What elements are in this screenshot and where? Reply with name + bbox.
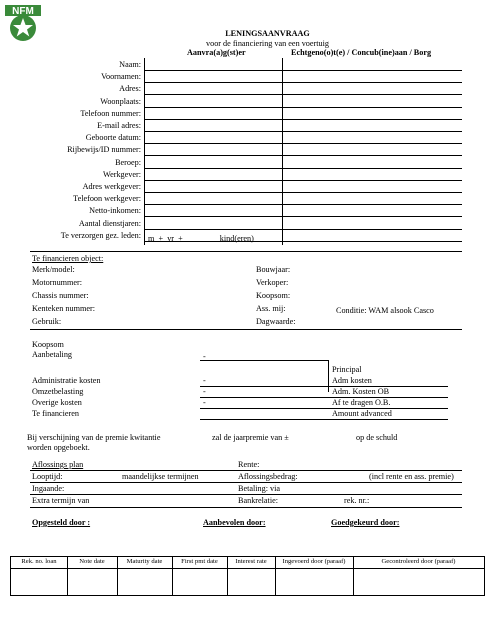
loan-table-header: Gecontroleerd door (paraaf) [381,558,456,565]
repay-rente: Rente: [238,460,260,469]
object-field-label: Verkoper: [256,278,289,287]
field-label: Te verzorgen gez. leden: [60,230,141,240]
note-part3: op de schuld [356,433,398,442]
applicant-input[interactable] [145,58,282,71]
calc-right-label: Af te dragen O.B. [332,398,391,407]
applicant-input[interactable] [145,180,282,193]
partner-input[interactable] [283,119,462,132]
field-label: Telefoon nummer: [80,108,141,118]
partner-input[interactable] [283,204,462,217]
partner-input[interactable] [283,70,462,83]
loan-table-header: Ingevoerd door (paraaf) [282,558,346,565]
object-field-label: Dagwaarde: [256,317,296,326]
applicant-input[interactable] [145,82,282,95]
field-label: Adres: [119,84,141,94]
applicant-input[interactable] [145,168,282,181]
calc-sign: - [203,398,206,407]
applicant-input[interactable] [145,70,282,83]
calc-right-rule [328,419,448,420]
column-partner-heading: Echtgeno(o)t(e) / Concub(ine)aan / Borg [291,48,432,57]
partner-input[interactable] [283,95,462,108]
object-bottom-rule [30,329,462,330]
repay-bankrelatie: Bankrelatie: [238,496,279,505]
loan-table [10,556,485,596]
calc-row-rule [200,408,328,409]
dependents-row [148,234,254,244]
calc-row-rule [200,397,328,398]
applicant-input[interactable] [145,192,282,205]
field-label: Werkgever: [103,169,141,179]
partner-input[interactable] [283,168,462,181]
calc-right-label: Adm kosten [332,376,372,385]
calc-row-rule [200,386,328,387]
object-heading: Te financieren object: [32,254,104,263]
repay-rule-1 [30,470,462,471]
loan-table-header: Maturity date [126,558,163,565]
calc-subtotal-rule [200,360,328,361]
object-top-rule [30,251,462,252]
applicant-input[interactable] [145,119,282,132]
dependents-m: m [148,234,155,243]
partner-input[interactable] [283,107,462,120]
object-field-label: Gebruik: [32,317,62,326]
calc-left-label: Te financieren [32,409,79,418]
form-title: LENINGSAANVRAAG [225,29,310,38]
applicant-input[interactable] [145,217,282,230]
field-label: Rijbewijs/ID nummer: [67,145,141,155]
field-label: E-mail adres: [97,121,141,130]
partner-input[interactable] [283,143,462,156]
repay-ingaande: Ingaande: [32,484,65,493]
repay-rule-3 [30,494,462,495]
logo-text: NFM [12,6,34,17]
calc-left-label: Administratie kosten [32,376,101,385]
repay-betaling: Betaling: via [238,484,281,493]
field-label: Voornamen: [101,72,141,82]
repay-rule-2 [30,482,462,483]
dependents-plus-1: + [158,234,164,243]
repayment-heading: Aflossings plan [32,460,84,469]
field-label: Naam: [119,60,141,69]
object-field-label: Koopsom: [256,291,291,300]
calc-left-label: Overige kosten [32,398,82,407]
partner-input[interactable] [283,192,462,205]
object-field-label: Ass. mij: [256,304,286,313]
field-label: Woonplaats: [100,96,141,106]
field-label: Beroep: [115,157,141,167]
object-conditie: Conditie: WAM alsook Casco [336,306,434,315]
partner-input[interactable] [283,229,462,242]
signature-opgesteld: Opgesteld door : [32,518,91,527]
applicant-input[interactable] [145,131,282,144]
calc-principal-border [328,360,329,392]
repay-aflossingsbedrag: Aflossingsbedrag: [238,472,298,481]
object-field-label: Bouwjaar: [256,265,291,274]
loan-table-header: Interest rate [235,558,267,565]
calc-right-label: Amount advanced [332,409,392,418]
signature-aanbevolen: Aanbevolen door: [203,518,266,527]
partner-input[interactable] [283,131,462,144]
partner-input[interactable] [283,58,462,71]
note-part1: Bij verschijning van de premie kwitantie [27,433,161,442]
calc-right-label: Principal [332,365,362,374]
repay-termijnen: maandelijkse termijnen [122,472,199,481]
object-field-label: Kenteken nummer: [32,304,95,313]
object-field-label: Motornummer: [32,278,83,287]
partner-input[interactable] [283,180,462,193]
calc-right-rule [328,408,448,409]
applicant-input[interactable] [145,156,282,169]
repay-looptijd: Looptijd: [32,472,63,481]
note-part2: zal de jaarpremie van ± [212,433,289,442]
partner-input[interactable] [283,82,462,95]
loan-table-header: Rek. no. loan [21,558,57,565]
dependents-kinderen: kind(eren) [219,234,254,243]
applicant-input[interactable] [145,143,282,156]
field-label: Geboorte datum: [85,133,141,143]
field-label: Telefoon werkgever: [73,194,141,204]
field-label: Aantal dienstjaren: [78,218,141,228]
calc-left-label: Omzetbelasting [32,387,84,396]
partner-input[interactable] [283,217,462,230]
calc-right-rule [328,386,448,387]
partner-input[interactable] [283,156,462,169]
field-label: Adres werkgever: [82,182,141,191]
calc-sign: - [203,387,206,396]
dependents-plus-2: + [178,234,183,243]
applicant-input[interactable] [145,107,282,120]
field-label: Netto-inkomen: [89,206,141,216]
dependents-vr: vr [167,234,175,243]
applicant-input[interactable] [145,204,282,217]
calc-aanbetaling: Aanbetaling [32,350,73,359]
column-applicant-heading: Aanvra(a)g(st)er [187,48,246,57]
repay-rule-4 [30,507,462,508]
object-field-label: Chassis nummer: [32,291,89,300]
calc-koopsom: Koopsom [32,340,64,349]
calc-right-label: Adm. Kosten OB [332,387,390,396]
calc-row-rule [200,419,328,420]
repay-extra: Extra termijn van [32,496,90,505]
object-field-label: Merk/model: [32,265,75,274]
loan-table-header: First pmt date [181,558,218,565]
signature-goedgekeurd: Goedgekeurd door: [331,518,400,527]
repay-reknr: rek. nr.: [344,496,370,505]
calc-right-rule [328,397,448,398]
loan-table-header-rule [11,568,484,569]
calc-sign: - [203,376,206,385]
repay-incl: (incl rente en ass. premie) [369,472,454,481]
calc-aanbetaling-sign: - [203,352,206,361]
form-subtitle: voor de financiering van een voertuig [206,39,329,48]
note-part4: worden opgeboekt. [27,443,90,452]
loan-table-header: Note date [79,558,105,565]
applicant-input[interactable] [145,95,282,108]
